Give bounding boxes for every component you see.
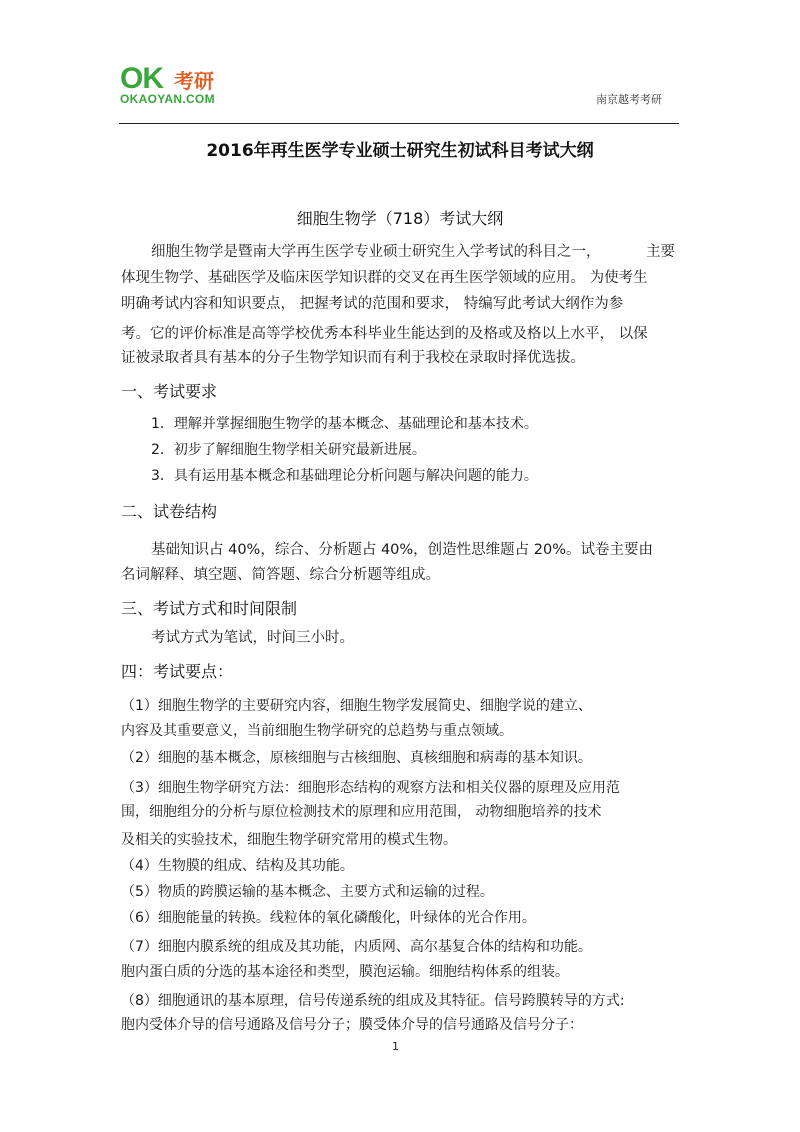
document-title: 2016年再生医学专业硕士研究生初试科目考试大纲 — [206, 141, 594, 161]
key-point-line: 胞内蛋白质的分选的基本途径和类型，膜泡运输。细胞结构体系的组装。 — [121, 964, 569, 980]
header-divider — [119, 123, 679, 124]
key-point-line: （2）细胞的基本概念，原核细胞与古核细胞、真核细胞和病毒的基本知识。 — [121, 750, 592, 766]
structure-line-2: 名词解释、填空题、简答题、综合分析题等组成。 — [121, 567, 440, 583]
intro-line-3: 明确考试内容和知识要点， 把握考试的范围和要求， 特编写此考试大纲作为参 — [121, 296, 624, 312]
key-point-line: 及相关的实验技术，细胞生物学研究常用的模式生物。 — [121, 832, 457, 848]
key-point-line: （6）细胞能量的转换。线粒体的氧化磷酸化，叶绿体的光合作用。 — [121, 910, 536, 926]
key-point-line: 围，细胞组分的分析与原位检测技术的原理和应用范围， 动物细胞培养的技术 — [121, 804, 602, 820]
document-subtitle: 细胞生物学（718）考试大纲 — [296, 209, 504, 228]
header-right-text: 南京越考考研 — [596, 93, 662, 106]
key-point-line: （7）细胞内膜系统的组成及其功能，内质网、高尔基复合体的结构和功能。 — [121, 939, 592, 955]
section-heading-exam-format: 三、考试方式和时间限制 — [121, 599, 298, 618]
key-point-line: 内容及其重要意义，当前细胞生物学研究的总趋势与重点领域。 — [121, 723, 513, 739]
section-heading-key-points: 四：考试要点： — [121, 662, 234, 681]
key-point-line: （3）细胞生物学研究方法：细胞形态结构的观察方法和相关仪器的原理及应用范 — [121, 780, 620, 796]
intro-line-2: 体现生物学、基础医学及临床医学知识群的交叉在再生医学领域的应用。 为使考生 — [121, 270, 648, 286]
requirement-item-1: 1．理解并掌握细胞生物学的基本概念、基础理论和基本技术。 — [151, 416, 538, 432]
key-point-line: （8）细胞通讯的基本原理，信号传递系统的组成及其特征。信号跨膜转导的方式: — [121, 993, 625, 1009]
logo-kaoyan-text: 考研 — [174, 69, 214, 93]
requirement-item-3: 3．具有运用基本概念和基础理论分析问题与解决问题的能力。 — [151, 468, 538, 484]
page-number: 1 — [392, 1040, 399, 1053]
intro-line-4: 考。它的评价标准是高等学校优秀本科毕业生能达到的及格或及格以上水平， 以保 — [121, 326, 648, 342]
exam-format-line: 考试方式为笔试，时间三小时。 — [151, 630, 354, 646]
logo-subtext: OKAOYAN.COM — [120, 92, 215, 106]
key-point-line: （5）物质的跨膜运输的基本概念、主要方式和运输的过程。 — [121, 884, 494, 900]
key-point-line: 胞内受体介导的信号通路及信号分子；膜受体介导的信号通路及信号分子： — [121, 1017, 583, 1033]
section-heading-requirements: 一、考试要求 — [121, 382, 218, 401]
structure-line-1: 基础知识占 40%，综合、分析题占 40%，创造性思维题占 20%。试卷主要由 — [151, 542, 654, 558]
key-point-line: （4）生物膜的组成、结构及其功能。 — [121, 858, 354, 874]
intro-line-5: 证被录取者具有基本的分子生物学知识而有利于我校在录取时择优选拔。 — [121, 350, 585, 366]
requirement-item-2: 2．初步了解细胞生物学相关研究最新进展。 — [151, 442, 426, 458]
section-heading-structure: 二、试卷结构 — [121, 502, 218, 521]
logo-ok-text: OK — [120, 62, 163, 95]
intro-line-1b: 主要 — [646, 244, 675, 260]
okaoyan-logo — [120, 62, 240, 108]
key-point-line: （1）细胞生物学的主要研究内容，细胞生物学发展简史、细胞学说的建立、 — [121, 698, 592, 714]
intro-line-1: 细胞生物学是暨南大学再生医学专业硕士研究生入学考试的科目之一， — [151, 244, 601, 260]
